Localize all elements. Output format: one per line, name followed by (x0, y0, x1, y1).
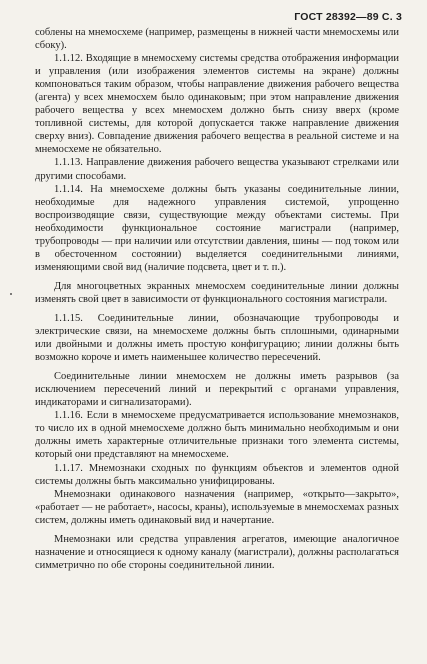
paragraph-1-1-14: 1.1.14. На мнемосхеме должны быть указаны соединительные линии, необходимые для надежного управления системой, упрощенно воспроизводящие связи, существующие между объектами системы. При необходимости функциональное состояние магистрали (например, трубопроводы — при наличии или отсутствии давления, шины — под током или в обесточенном состоянии) выделяется соединительными линиями, изменяющими свой вид (наличие подсвета, цвет и т. п.). (35, 183, 399, 273)
paragraph-1-1-13: 1.1.13. Направление движения рабочего вещества указывают стрелками или другими способами. (35, 157, 399, 182)
paragraph-1-1-15: 1.1.15. Соединительные линии, обозначающие трубопроводы и электрические связи, на мнемосхеме должны быть сплошными, одинарными или двойными и должны иметь простую конфигурацию; линии должны быть возможно короче и иметь наименьшее количество пересечений. (35, 312, 399, 364)
paragraph-line-breaks: Соединительные линии мнемосхем не должны иметь разрывов (за исключением пересечений линий и перекрытий с органами управления, индикаторами и сигнализаторами). (35, 371, 399, 409)
paragraph-symmetric-placement: Мнемознаки или средства управления агрегатов, имеющие аналогичное назначение и относящиеся к одному каналу (магистрали), должны располагаться симметрично по обе стороны соединительной линии. (35, 533, 399, 571)
paragraph-1-1-12: 1.1.12. Входящие в мнемосхему системы средства отображения информации и управления (или изображения элементов системы на экране) должны компоноваться таким образом, чтобы направление движения рабочего вещества (агента) у всех мнемосхем было одинаковым; при этом направление движения рабочего вещества у всех мнемосхем должно быть снизу вверх (кроме топливной системы, для которой допускается также направление движения сверху вниз). Совпадение движения рабочего вещества в реальной системе и на мнемосхеме не обязательно. (35, 53, 399, 156)
body-text (35, 26, 399, 572)
paragraph-multicolor-screens: Для многоцветных экранных мнемосхем соединительные линии должны изменять свой цвет в зависимости от функционального состояния магистрали. (35, 280, 399, 305)
margin-mark (10, 293, 12, 295)
paragraph-continuation: соблены на мнемосхеме (например, размещены в нижней части мнемосхемы или сбоку). (35, 27, 399, 52)
paragraph-1-1-17: 1.1.17. Мнемознаки сходных по функциям объектов и элементов одной системы должны быть максимально унифицированы. (35, 462, 399, 487)
paragraph-same-purpose-signs: Мнемознаки одинакового назначения (например, «открыто—закрыто», «работает — не работает», насосы, краны), используемые в мнемосхемах разных систем, должны иметь одинаковый вид и начертание. (35, 488, 399, 526)
page-header: ГОСТ 28392—89 С. 3 (294, 11, 402, 23)
paragraph-1-1-16: 1.1.16. Если в мнемосхеме предусматривается использование мнемознаков, то число их в одной мнемосхеме должно быть минимально необходимым и они должны иметь характерные отличительные признаки того элемента системы, который они представляют на мнемосхеме. (35, 410, 399, 461)
